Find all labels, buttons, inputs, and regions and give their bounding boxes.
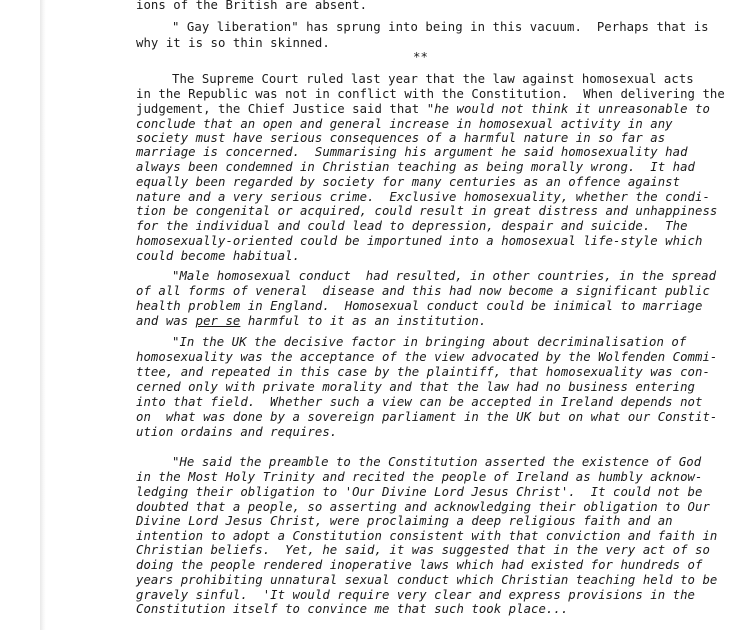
p4-line-8: doing the people rendered inoperative laws which had existed for hundreds of [136, 558, 703, 572]
p4-line-4: doubted that a people, so asserting and acknowledging their obligation to Our [136, 500, 710, 514]
intro-line-3: why it is so thin skinned. [136, 36, 330, 50]
p4-line-1: "He said the preamble to the Constitution asserted the existence of God [172, 455, 702, 469]
p3-line-4: cerned only with private morality and that the law had no business entering [136, 380, 696, 394]
p3-line-6: on what was done by a sovereign parliament in the UK but on what our Constit- [136, 410, 718, 424]
p1-line-3 [136, 102, 710, 116]
p4-line-3: ledging their obligation to 'Our Divine Lord Jesus Christ'. It could not be [136, 485, 703, 499]
p4-line-2: in the Most Holy Trinity and recited the people of Ireland as humbly acknow- [136, 470, 703, 484]
p4-line-6: intention to adopt a Constitution consistent with that conviction and faith in [136, 529, 718, 543]
p1-line-3-quote: "he would not think it unreasonable to [426, 102, 710, 116]
p4-line-10: gravely sinful. 'It would require very clear and express provisions in the [136, 588, 696, 602]
p4-line-5: Divine Lord Jesus Christ, were proclaiming a deep religious faith and an [136, 514, 673, 528]
p1-line-12: homosexually-oriented could be importuned into a homosexual life-style which [136, 234, 703, 248]
p1-line-2: in the Republic was not in conflict with the Constitution. When delivering the [136, 87, 725, 101]
p1-line-7: always been condemned in Christian teaching as being morally wrong. It had [136, 160, 696, 174]
p1-line-9: nature and a very serious crime. Exclusive homosexuality, whether the condi- [136, 190, 710, 204]
p2-line-4-a: and was [136, 314, 196, 328]
p3-line-2: homosexuality was the acceptance of the view advocated by the Wolfenden Commi- [136, 350, 718, 364]
p1-line-11: for the individual and could lead to depression, despair and suicide. The [136, 219, 688, 233]
p1-line-1: The Supreme Court ruled last year that the law against homosexual acts [172, 72, 694, 86]
intro-line-1: ions of the British are absent. [136, 0, 368, 12]
p3-line-3: ttee, and repeated in this case by the plaintiff, that homosexuality was con- [136, 365, 710, 379]
p1-line-5: society must have serious consequences of a harmful nature in so far as [136, 131, 666, 145]
p2-line-4-b: harmful to it as an institution. [240, 314, 487, 328]
p3-line-7: ution ordains and requires. [136, 425, 338, 439]
p1-line-10: tion be congenital or acquired, could result in great distress and unhappiness [136, 204, 718, 218]
p4-line-7: Christian beliefs. Yet, he said, it was suggested that in the very act of so [136, 543, 710, 557]
p1-line-3-plain: judgement, the Chief Justice said that [136, 102, 427, 116]
p1-line-8: equally been regarded by society for many centuries as an offence against [136, 175, 681, 189]
p2-per-se: per se [195, 314, 241, 328]
p4-line-11: Constitution itself to convince me that such took place... [136, 602, 569, 616]
p1-line-6: marriage is concerned. Summarising his argument he said homosexuality had [136, 145, 688, 159]
p3-line-1: "In the UK the decisive factor in bringing about decriminalisation of [172, 335, 687, 349]
p2-line-1: "Male homosexual conduct had resulted, in other countries, in the spread [172, 269, 717, 283]
intro-line-2: " Gay liberation" has sprung into being in this vacuum. Perhaps that is [172, 20, 709, 34]
section-separator: ** [413, 50, 428, 64]
p2-line-4 [136, 314, 486, 328]
p2-line-3: health problem in England. Homosexual conduct could be inimical to marriage [136, 299, 703, 313]
p1-line-13: could become habitual. [136, 249, 300, 263]
p4-line-9: years prohibiting unnatural sexual conduct which Christian teaching held to be [136, 573, 718, 587]
p1-line-4: conclude that an open and general increase in homosexual activity in any [136, 117, 673, 131]
p2-line-2: of all forms of veneral disease and this had now become a significant public [136, 284, 710, 298]
p3-line-5: into that field. Whether such a view can be accepted in Ireland depends not [136, 395, 703, 409]
